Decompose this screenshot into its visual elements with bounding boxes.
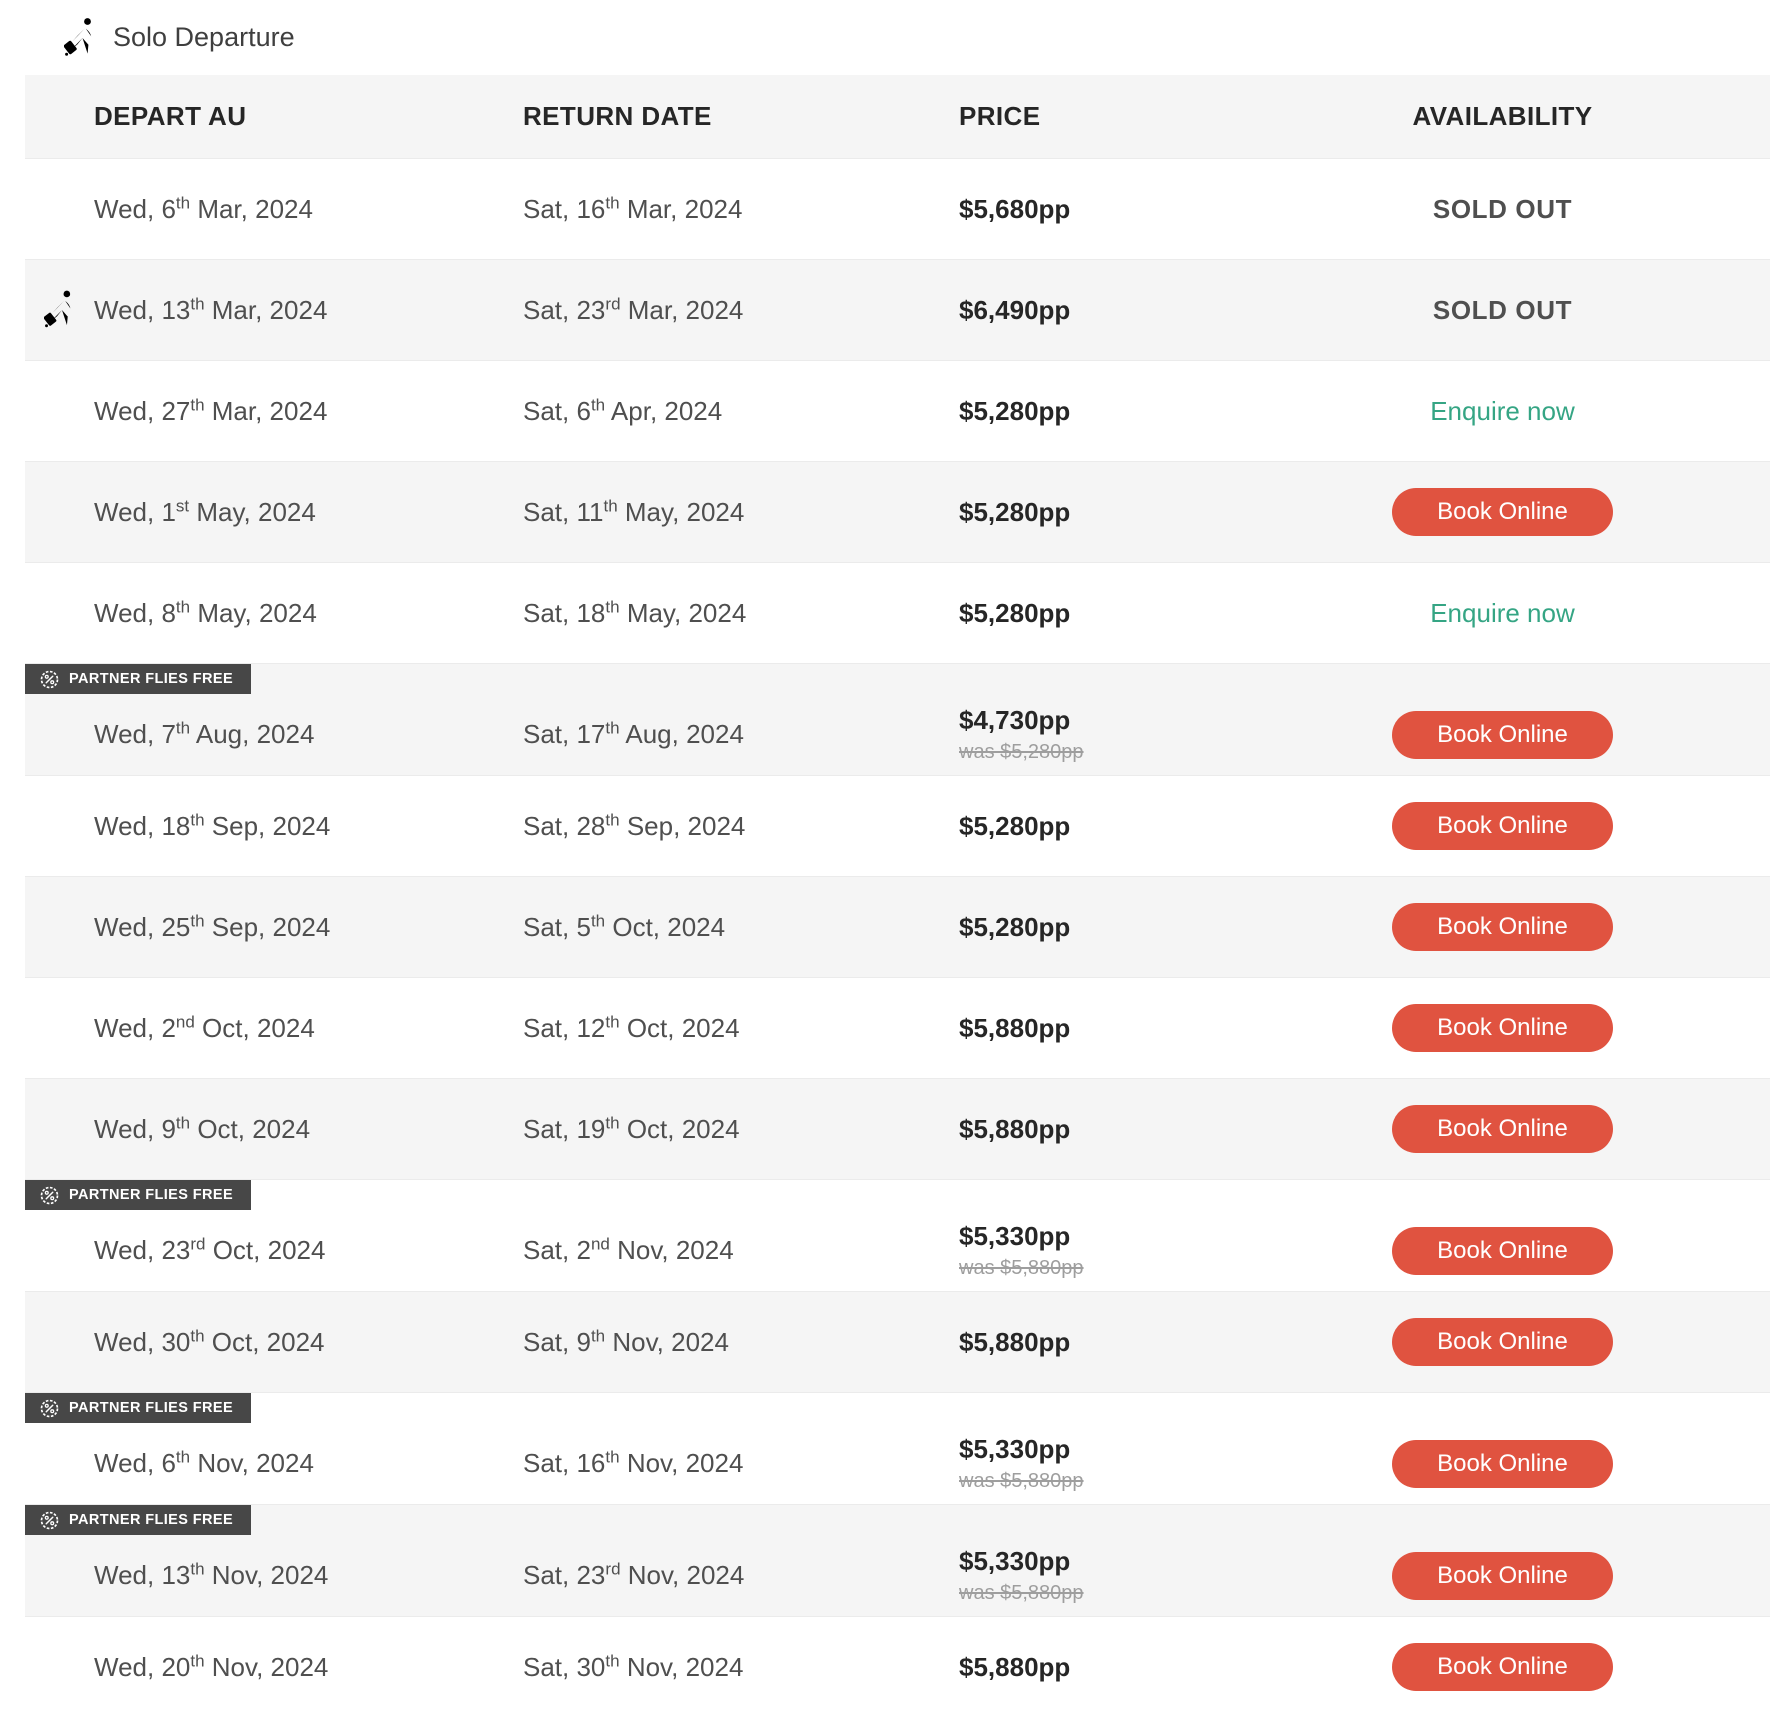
- table-row: [25, 663, 1770, 775]
- depart-date: Wed, 30th Oct, 2024: [94, 1325, 325, 1357]
- return-date: Sat, 2nd Nov, 2024: [523, 1234, 734, 1265]
- depart-date: Wed, 1st May, 2024: [94, 495, 316, 527]
- table-row: [25, 562, 1770, 663]
- table-row: [25, 1392, 1770, 1504]
- was-price: was $5,880pp: [959, 1257, 1084, 1279]
- availability-cell: [1235, 1227, 1770, 1275]
- book-online-button[interactable]: Book Online: [1392, 802, 1613, 850]
- availability-cell: [1235, 1552, 1770, 1600]
- table-row: [25, 1179, 1770, 1291]
- book-online-button[interactable]: Book Online: [1392, 1440, 1613, 1488]
- price: $5,880pp: [959, 1326, 1071, 1357]
- price-cell: [892, 1546, 1235, 1605]
- book-online-button[interactable]: Book Online: [1392, 711, 1613, 759]
- price: $5,280pp: [959, 810, 1071, 841]
- price-cell: [892, 1114, 1235, 1145]
- table-row: [25, 259, 1770, 360]
- availability-cell: [1235, 295, 1770, 326]
- price-cell: [892, 1434, 1235, 1493]
- table-row: [25, 876, 1770, 977]
- depart-date: Wed, 25th Sep, 2024: [94, 910, 331, 942]
- enquire-now-link[interactable]: Enquire now: [1430, 395, 1575, 426]
- table-row: [25, 1078, 1770, 1179]
- price-cell: [892, 912, 1235, 943]
- availability-cell: [1235, 802, 1770, 850]
- availability-cell: [1235, 598, 1770, 629]
- sold-out-label: SOLD OUT: [1432, 193, 1573, 224]
- price-cell: [892, 396, 1235, 427]
- price: $5,330pp: [959, 1221, 1071, 1251]
- enquire-now-link[interactable]: Enquire now: [1430, 597, 1575, 628]
- table-row: [25, 977, 1770, 1078]
- badge-label: PARTNER FLIES FREE: [69, 1512, 234, 1528]
- price: $5,280pp: [959, 496, 1071, 527]
- solo-traveler-row-icon: [44, 288, 79, 333]
- book-online-button[interactable]: Book Online: [1392, 1552, 1613, 1600]
- table-row: [25, 1504, 1770, 1616]
- depart-date: Wed, 7th Aug, 2024: [94, 718, 315, 749]
- return-date: Sat, 6th Apr, 2024: [523, 394, 723, 426]
- return-date: Sat, 19th Oct, 2024: [523, 1112, 740, 1144]
- price-cell: [892, 1013, 1235, 1044]
- percent-seal-icon: [39, 1398, 60, 1419]
- was-price: was $5,880pp: [959, 1582, 1084, 1604]
- book-online-button[interactable]: Book Online: [1392, 1105, 1613, 1153]
- availability-cell: [1235, 396, 1770, 427]
- return-date: Sat, 9th Nov, 2024: [523, 1325, 729, 1357]
- price: $5,280pp: [959, 597, 1071, 628]
- book-online-button[interactable]: Book Online: [1392, 1643, 1613, 1691]
- column-header-availability: AVAILABILITY: [1412, 101, 1593, 131]
- table-row: [25, 158, 1770, 259]
- price: $5,880pp: [959, 1012, 1071, 1043]
- book-online-button[interactable]: Book Online: [1392, 488, 1613, 536]
- price: $5,280pp: [959, 395, 1071, 426]
- depart-date: Wed, 6th Nov, 2024: [94, 1447, 314, 1478]
- return-date: Sat, 18th May, 2024: [523, 596, 747, 628]
- price: $4,730pp: [959, 705, 1071, 735]
- price: $6,490pp: [959, 294, 1071, 325]
- return-date: Sat, 16th Nov, 2024: [523, 1447, 744, 1478]
- availability-cell: [1235, 903, 1770, 951]
- price-cell: [892, 598, 1235, 629]
- was-price: was $5,880pp: [959, 1470, 1084, 1492]
- table-row: [25, 775, 1770, 876]
- return-date: Sat, 16th Mar, 2024: [523, 192, 743, 224]
- table-row: [25, 1291, 1770, 1392]
- depart-date: Wed, 18th Sep, 2024: [94, 809, 331, 841]
- price-cell: [892, 1327, 1235, 1358]
- percent-seal-icon: [39, 1510, 60, 1531]
- price-cell: [892, 497, 1235, 528]
- availability-cell: [1235, 711, 1770, 759]
- was-price: was $5,280pp: [959, 741, 1084, 763]
- price-cell: [892, 811, 1235, 842]
- table-row: [25, 461, 1770, 562]
- return-date: Sat, 5th Oct, 2024: [523, 910, 726, 942]
- percent-seal-icon: [39, 1185, 60, 1206]
- return-date: Sat, 30th Nov, 2024: [523, 1650, 744, 1682]
- badge-label: PARTNER FLIES FREE: [69, 1400, 234, 1416]
- depart-date: Wed, 23rd Oct, 2024: [94, 1234, 326, 1265]
- price: $5,680pp: [959, 193, 1071, 224]
- availability-cell: [1235, 1440, 1770, 1488]
- return-date: Sat, 28th Sep, 2024: [523, 809, 746, 841]
- availability-cell: [1235, 1004, 1770, 1052]
- book-online-button[interactable]: Book Online: [1392, 1227, 1613, 1275]
- table-body: [25, 158, 1770, 1717]
- price-cell: [892, 194, 1235, 225]
- solo-traveler-icon: [64, 16, 100, 60]
- price: $5,880pp: [959, 1651, 1071, 1682]
- return-date: Sat, 12th Oct, 2024: [523, 1011, 740, 1043]
- partner-flies-free-badge: [25, 1180, 251, 1210]
- price: $5,880pp: [959, 1113, 1071, 1144]
- price-cell: [892, 1221, 1235, 1280]
- availability-cell: [1235, 194, 1770, 225]
- column-header-depart: DEPART AU: [94, 101, 247, 131]
- partner-flies-free-badge: [25, 1505, 251, 1535]
- depart-date: Wed, 20th Nov, 2024: [94, 1650, 329, 1682]
- badge-label: PARTNER FLIES FREE: [69, 671, 234, 687]
- availability-cell: [1235, 1643, 1770, 1691]
- price-cell: [892, 295, 1235, 326]
- availability-cell: [1235, 1105, 1770, 1153]
- page-header: [0, 0, 1772, 75]
- table-header-row: [25, 75, 1770, 158]
- badge-label: PARTNER FLIES FREE: [69, 1187, 234, 1203]
- depart-date: Wed, 13th Mar, 2024: [94, 293, 328, 325]
- price: $5,280pp: [959, 911, 1071, 942]
- price: $5,330pp: [959, 1546, 1071, 1576]
- return-date: Sat, 17th Aug, 2024: [523, 718, 744, 749]
- depart-date: Wed, 6th Mar, 2024: [94, 192, 313, 224]
- percent-seal-icon: [39, 669, 60, 690]
- depart-date: Wed, 27th Mar, 2024: [94, 394, 328, 426]
- availability-cell: [1235, 1318, 1770, 1366]
- book-online-button[interactable]: Book Online: [1392, 1004, 1613, 1052]
- book-online-button[interactable]: Book Online: [1392, 1318, 1613, 1366]
- depart-date: Wed, 2nd Oct, 2024: [94, 1011, 315, 1043]
- return-date: Sat, 11th May, 2024: [523, 495, 745, 527]
- return-date: Sat, 23rd Mar, 2024: [523, 293, 744, 325]
- partner-flies-free-badge: [25, 1393, 251, 1423]
- page-title: Solo Departure: [113, 22, 295, 52]
- price-cell: [892, 705, 1235, 764]
- departures-table: [25, 75, 1770, 1717]
- depart-date: Wed, 9th Oct, 2024: [94, 1112, 311, 1144]
- depart-date: Wed, 13th Nov, 2024: [94, 1559, 329, 1590]
- price-cell: [892, 1652, 1235, 1683]
- table-row: [25, 1616, 1770, 1717]
- sold-out-label: SOLD OUT: [1432, 294, 1573, 325]
- column-header-price: PRICE: [959, 101, 1041, 131]
- availability-cell: [1235, 488, 1770, 536]
- partner-flies-free-badge: [25, 664, 251, 694]
- return-date: Sat, 23rd Nov, 2024: [523, 1559, 745, 1590]
- book-online-button[interactable]: Book Online: [1392, 903, 1613, 951]
- table-row: [25, 360, 1770, 461]
- depart-date: Wed, 8th May, 2024: [94, 596, 317, 628]
- column-header-return: RETURN DATE: [523, 101, 712, 131]
- price: $5,330pp: [959, 1434, 1071, 1464]
